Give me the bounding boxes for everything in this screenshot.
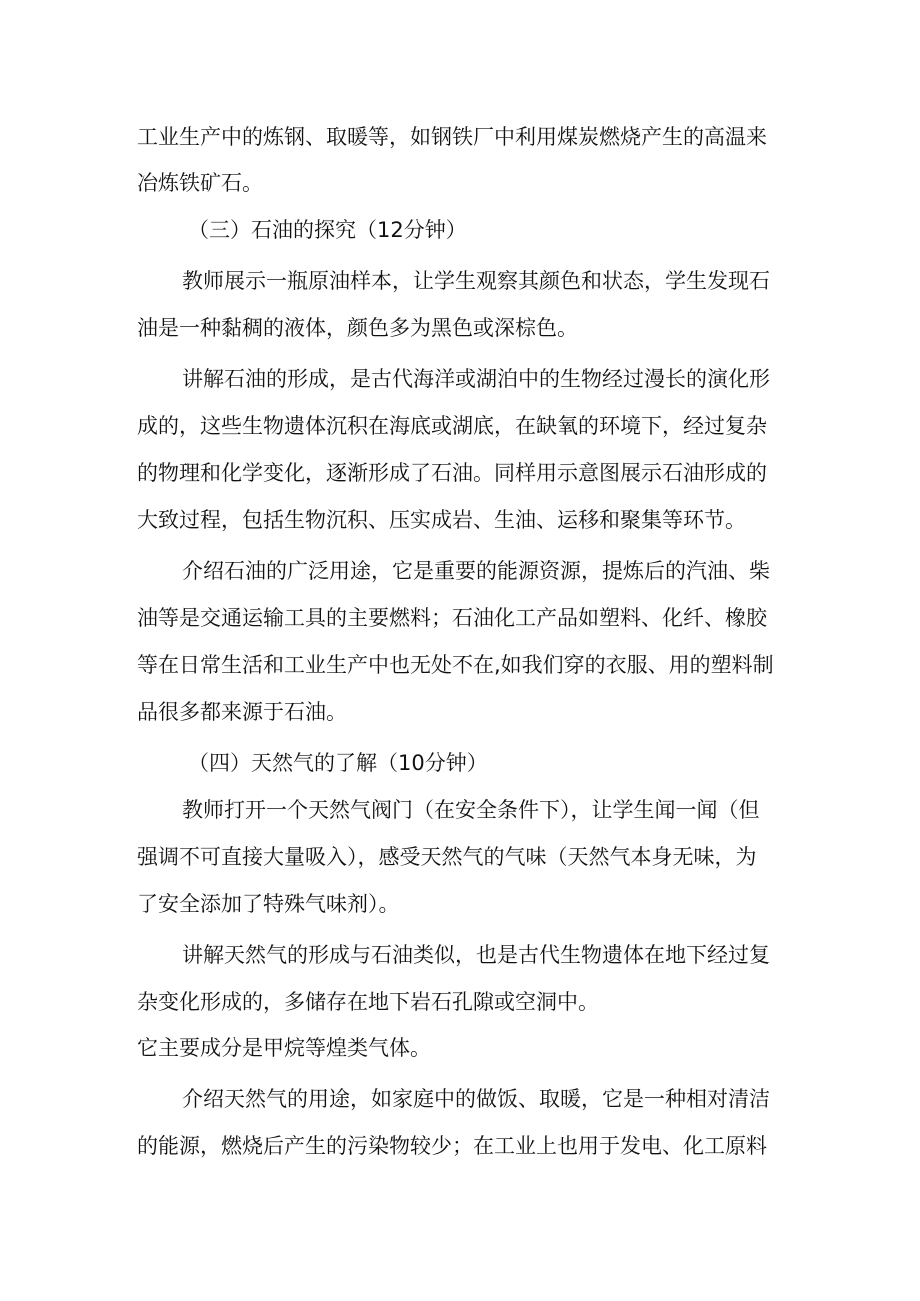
text-line: 工业生产中的炼钢、取暖等，如钢铁厂中利用煤炭燃烧产生的高温来	[137, 125, 767, 149]
text-line: 的物理和化学变化，逐渐形成了石油。同样用示意图展示石油形成的	[137, 461, 767, 485]
text-line: 教师展示一瓶原油样本，让学生观察其颜色和状态，学生发现石	[182, 269, 770, 293]
text-line: 大致过程，包括生物沉积、压实成岩、生油、运移和聚集等环节。	[137, 508, 746, 532]
text-line: 油等是交通运输工具的主要燃料；石油化工产品如塑料、化纤、橡胶	[137, 606, 767, 630]
text-line: 冶炼铁矿石。	[137, 171, 263, 195]
text-line: 杂变化形成的，多储存在地下岩石孔隙或空洞中。	[137, 990, 599, 1014]
text-line: 等在日常生活和工业生产中也无处不在,如我们穿的衣服、用的塑料制	[137, 653, 774, 677]
text-line: 教师打开一个天然气阀门（在安全条件下），让学生闻一闻（但	[182, 798, 760, 822]
section-heading-natural-gas: （四）天然气的了解（10分钟）	[188, 751, 488, 775]
text-line: 介绍石油的广泛用途，它是重要的能源资源，提炼后的汽油、柴	[182, 559, 770, 583]
text-line: 强调不可直接大量吸入），感受天然气的气味（天然气本身无味，为	[137, 845, 757, 869]
section-heading-petroleum: （三）石油的探究（12分钟）	[188, 218, 467, 242]
text-line: 成的，这些生物遗体沉积在海底或湖底，在缺氧的环境下，经过复杂	[137, 414, 767, 438]
text-line: 油是一种黏稠的液体，颜色多为黑色或深棕色。	[137, 316, 578, 340]
text-line: 的能源，燃烧后产生的污染物较少；在工业上也用于发电、化工原料	[137, 1134, 767, 1158]
text-line: 它主要成分是甲烷等煌类气体。	[137, 1036, 431, 1060]
text-line: 了安全添加了特殊气味剂）。	[137, 892, 400, 916]
text-line: 介绍天然气的用途，如家庭中的做饭、取暖，它是一种相对清洁	[182, 1087, 770, 1111]
text-line: 讲解石油的形成，是古代海洋或湖泊中的生物经过漫长的演化形	[182, 367, 770, 391]
text-line: 品很多都来源于石油。	[137, 700, 347, 724]
text-line: 讲解天然气的形成与石油类似，也是古代生物遗体在地下经过复	[182, 943, 770, 967]
